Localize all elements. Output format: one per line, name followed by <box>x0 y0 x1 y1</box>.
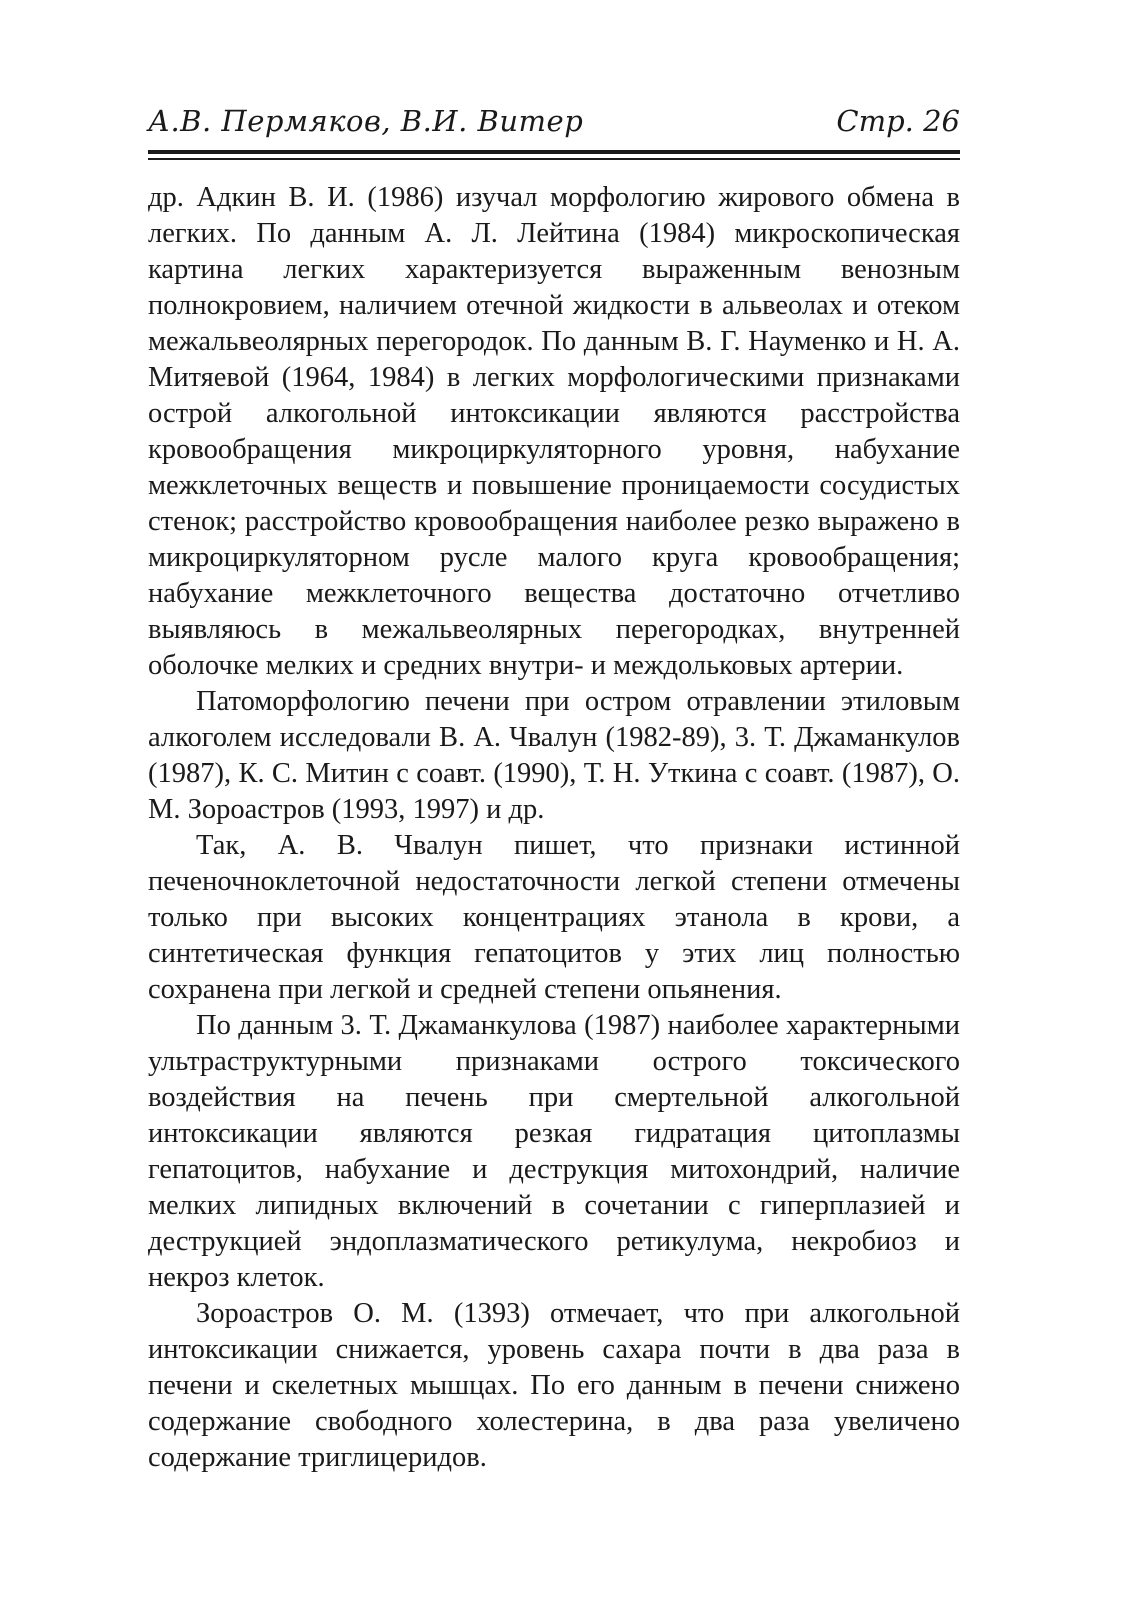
running-header <box>148 104 960 148</box>
paragraph-2: Патоморфологию печени при остром отравлении этиловым алкоголем исследовали В. А. Чвалун (1982-89), 3. Т. Джаманкулов (1987), К. С. Митин с соавт. (1990), Т. Н. Уткина с соавт. (1987), О. М. Зороастров (1993, 1997) и др. <box>148 686 960 825</box>
paragraph-4: По данным 3. Т. Джаманкулова (1987) наиболее характерными ультраструктурными признаками острого токсического воздействия на печень при смертельной алкогольной интоксикации являются резкая гидратация цитоплазмы гепатоцитов, набухание и деструкция митохондрий, наличие мелких липидных включений в сочетании с гиперплазией и деструкцией эндоплазматического ретикулума, некробиоз и некроз клеток. <box>148 1010 960 1293</box>
header-rule-thick <box>148 150 960 154</box>
paragraph-1: др. Адкин В. И. (1986) изучал морфологию жирового обмена в легких. По данным А. Л. Лейтина (1984) микроскопическая картина легких характеризуется выраженным венозным полнокровием, наличием отечной жидкости в альвеолах и отеком межальвеолярных перегородок. По данным В. Г. Науменко и Н. А. Митяевой (1964, 1984) в легких морфологическими признаками острой алкогольной интоксикации являются расстройства кровообращения микроциркуляторного уровня, набухание межклеточных веществ и повышение проницаемости сосудистых стенок; расстройство кровообращения наиболее резко выражено в микроциркуляторном русле малого круга кровообращения; набухание межклеточного вещества достаточно отчетливо выявляюсь в межальвеолярных перегородках, внутренней оболочке мелких и средних внутри- и междольковых артерии. <box>148 182 960 681</box>
header-rule-thin <box>148 158 960 160</box>
header-page-number: Стр. 26 <box>836 104 960 138</box>
paragraph-3: Так, А. В. Чвалун пишет, что признаки истинной печеночноклеточной недостаточности легкой степени отмечены только при высоких концентрациях этанола в крови, а синтетическая функция гепатоцитов у этих лиц полностью сохранена при легкой и средней степени опьянения. <box>148 830 960 1005</box>
header-authors: А.В. Пермяков, В.И. Витер <box>148 104 584 138</box>
body-text <box>148 180 960 1476</box>
paragraph-5: Зороастров О. М. (1393) отмечает, что при алкогольной интоксикации снижается, уровень сахара почти в два раза в печени и скелетных мышцах. По его данным в печени снижено содержание свободного холестерина, в два раза увеличено содержание триглицеридов. <box>148 1298 960 1473</box>
